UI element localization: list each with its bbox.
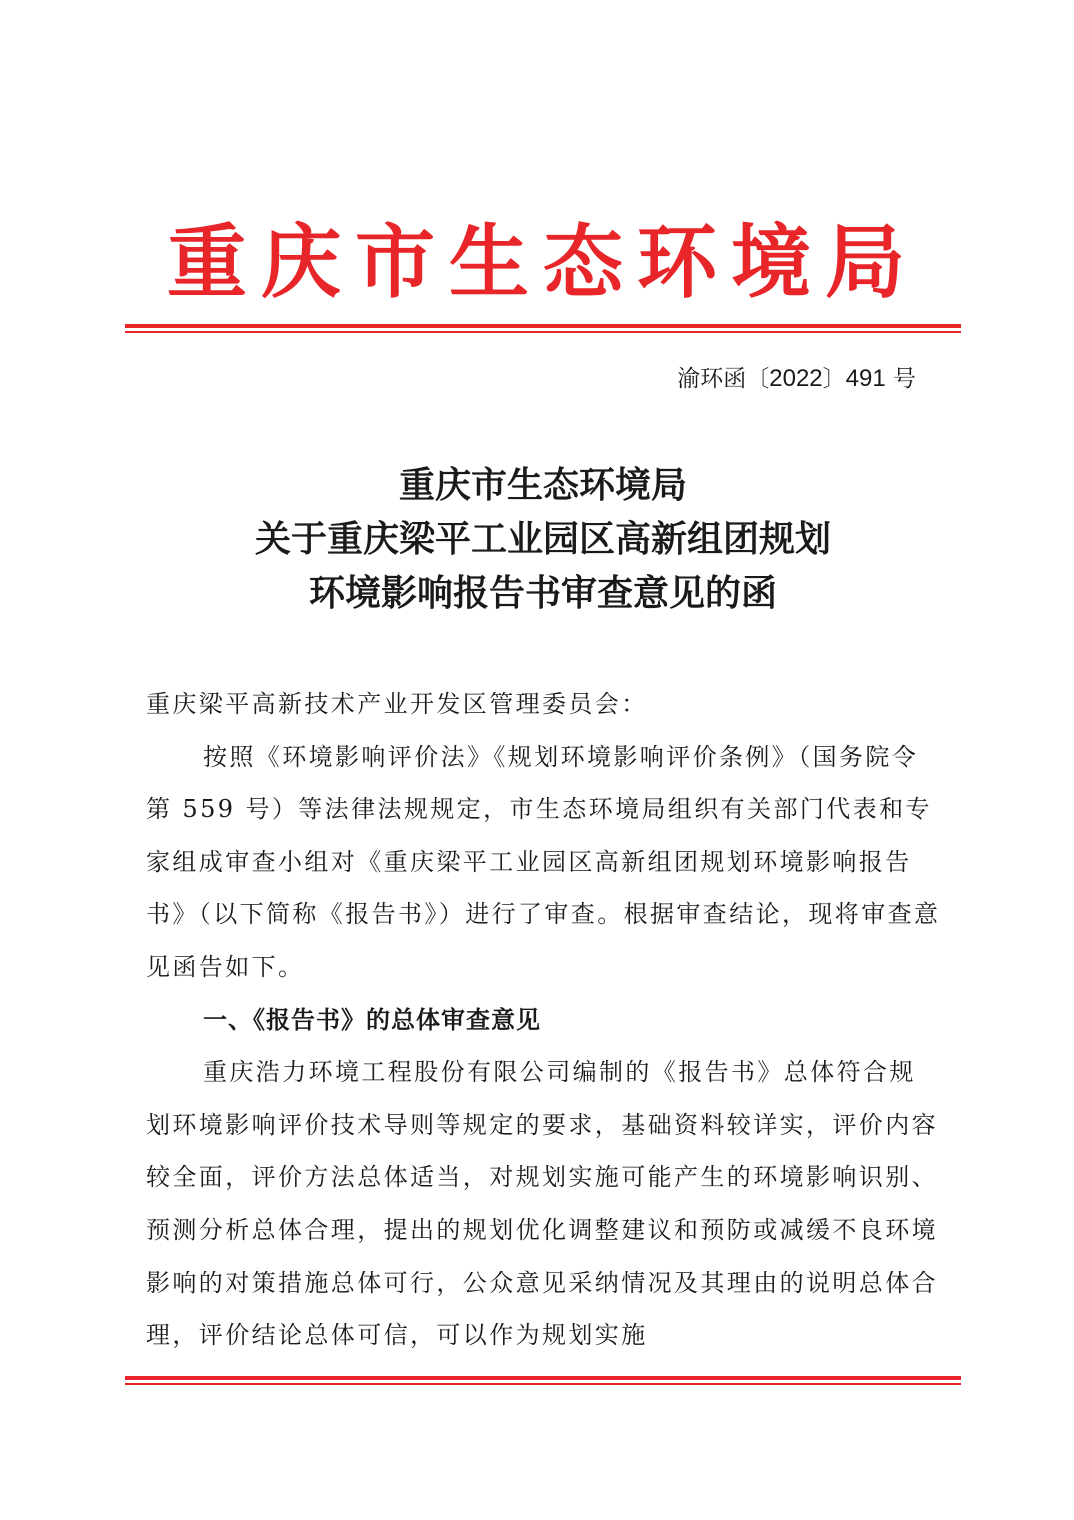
doc-number-year: 2022 — [769, 365, 823, 392]
addressee: 重庆梁平高新技术产业开发区管理委员会： — [146, 690, 648, 718]
title-line-2: 关于重庆梁平工业园区高新组团规划 — [254, 518, 831, 560]
doc-number-mid: 〕 — [822, 366, 846, 392]
section-1-heading: 一、《报告书》的总体审查意见 — [203, 1005, 541, 1034]
document-number — [677, 362, 916, 396]
letterhead-red-rule — [125, 324, 961, 333]
paragraph-2: 重庆浩力环境工程股份有限公司编制的《报告书》总体符合规划环境影响评价技术导则等规定的要求，基础资料较详实，评价内容较全面，评价方法总体适当，对规划实施可能产生的环境影响识别、预测分析总体合理，提出的规划优化调整建议和预防或减缓不良环境影响的对策措施总体可行，公众意见采纳情况及其理由的说明总体合理，评价结论总体可信，可以作为规划实施 — [146, 1058, 938, 1350]
title-line-3: 环境影响报告书审查意见的函 — [308, 572, 777, 614]
document-title — [125, 458, 961, 620]
doc-number-num: 491 — [845, 365, 886, 392]
letter-body — [146, 678, 942, 1362]
paragraph-1: 按照《环境影响评价法》《规划环境影响评价条例》（国务院令第 559 号）等法律法规规定，市生态环境局组织有关部门代表和专家组成审查小组对《重庆梁平工业园区高新组团规划环境影响报告书》（以下简称《报告书》）进行了审查。根据审查结论，现将审查意见函告如下。 — [146, 742, 941, 981]
title-line-1: 重庆市生态环境局 — [398, 464, 687, 506]
footer-red-rule — [125, 1376, 961, 1385]
agency-letterhead: 重庆市生态环境局 — [167, 215, 919, 309]
doc-number-prefix: 渝环函〔 — [677, 366, 770, 392]
doc-number-suffix: 号 — [885, 366, 916, 392]
